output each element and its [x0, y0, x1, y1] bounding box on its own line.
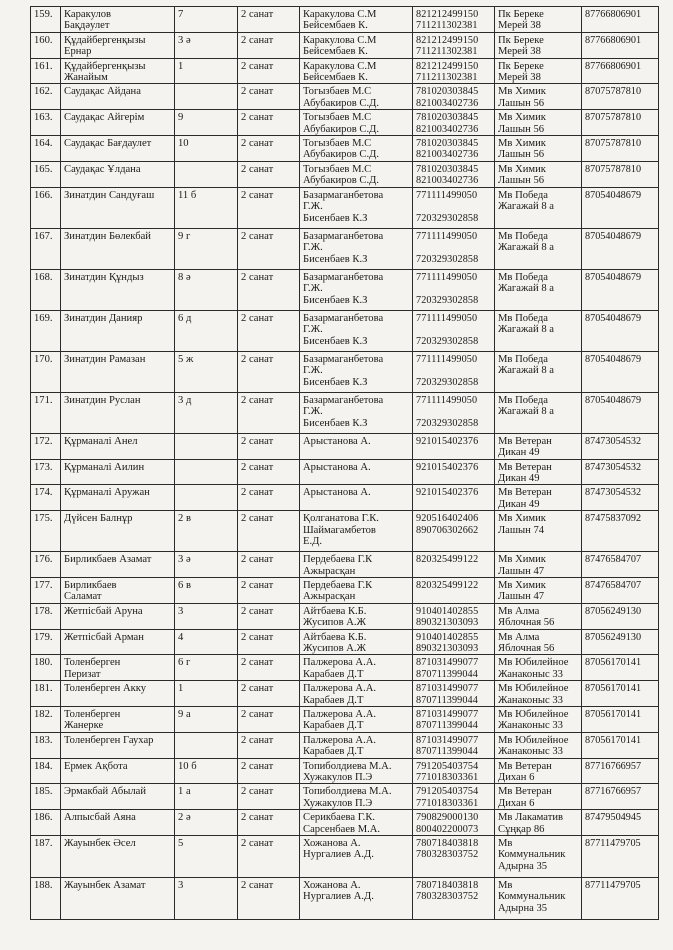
- parent-names-cell: Хожанова А. Нургалиев А.Д.: [300, 878, 413, 920]
- iin-numbers-cell: 781020303845 821003402736: [413, 84, 495, 110]
- home-address-cell: Мв Химик Лашын 47: [495, 552, 582, 578]
- category-cell: 2 санат: [238, 228, 300, 269]
- phone-number-cell: 87711479705: [582, 878, 659, 920]
- student-name-cell: Зинатдин Данияр: [61, 310, 175, 351]
- phone-number-cell: 87716766957: [582, 758, 659, 784]
- student-name-cell: Зинатдин Бөлекбай: [61, 228, 175, 269]
- iin-numbers-cell: 821212499150 711211302381: [413, 32, 495, 58]
- phone-number-cell: 87054048679: [582, 187, 659, 228]
- home-address-cell: Мв Химик Лашын 56: [495, 84, 582, 110]
- iin-numbers-cell: 780718403818 780328303752: [413, 878, 495, 920]
- parent-names-cell: Тогызбаев М.С Абубакиров С.Д.: [300, 110, 413, 136]
- phone-number-cell: 87479504945: [582, 810, 659, 836]
- student-name-cell: Ермек Ақбота: [61, 758, 175, 784]
- home-address-cell: Мв Победа Жагажай 8 а: [495, 269, 582, 310]
- class-grade-cell: 2 в: [175, 511, 238, 552]
- student-name-cell: Саудақас Айдана: [61, 84, 175, 110]
- phone-number-cell: 87054048679: [582, 228, 659, 269]
- category-cell: 2 санат: [238, 110, 300, 136]
- class-grade-cell: 6 в: [175, 577, 238, 603]
- student-name-cell: Құрманалі Аилин: [61, 459, 175, 485]
- student-name-cell: Толенберген Акку: [61, 681, 175, 707]
- parent-names-cell: Топиболдиева М.А. Хужакулов П.Э: [300, 758, 413, 784]
- phone-number-cell: 87476584707: [582, 552, 659, 578]
- home-address-cell: Пк Береке Мерей 38: [495, 7, 582, 33]
- student-name-cell: Зинатдин Құндыз: [61, 269, 175, 310]
- student-name-cell: Саудақас Бағдаулет: [61, 136, 175, 162]
- table-row: [31, 187, 659, 228]
- table-row: [31, 878, 659, 920]
- iin-numbers-cell: 820325499122: [413, 577, 495, 603]
- table-row: [31, 707, 659, 733]
- phone-number-cell: 87075787810: [582, 161, 659, 187]
- row-number-cell: 172.: [31, 433, 61, 459]
- table-row: [31, 758, 659, 784]
- table-row: [31, 433, 659, 459]
- category-cell: 2 санат: [238, 758, 300, 784]
- table-row: [31, 732, 659, 758]
- table-row: [31, 110, 659, 136]
- table-row: [31, 511, 659, 552]
- class-grade-cell: 7: [175, 7, 238, 33]
- parent-names-cell: Палжерова А.А. Карабаев Д.Т: [300, 707, 413, 733]
- student-name-cell: Саудақас Ұлдана: [61, 161, 175, 187]
- home-address-cell: Мв Ветеран Дикан 49: [495, 433, 582, 459]
- class-grade-cell: [175, 732, 238, 758]
- parent-names-cell: Базармаганбетова Г.Ж. Бисенбаев К.З: [300, 187, 413, 228]
- row-number-cell: 177.: [31, 577, 61, 603]
- phone-number-cell: 87054048679: [582, 269, 659, 310]
- iin-numbers-cell: 781020303845 821003402736: [413, 110, 495, 136]
- category-cell: 2 санат: [238, 459, 300, 485]
- row-number-cell: 166.: [31, 187, 61, 228]
- phone-number-cell: 87473054532: [582, 485, 659, 511]
- iin-numbers-cell: 871031499077 870711399044: [413, 732, 495, 758]
- parent-names-cell: Пердебаева Г.К Ажырасқан: [300, 552, 413, 578]
- parent-names-cell: Пердебаева Г.К Ажырасқан: [300, 577, 413, 603]
- category-cell: 2 санат: [238, 707, 300, 733]
- student-roster-table: [30, 6, 659, 920]
- home-address-cell: Мв Лакаматив Сұңқар 86: [495, 810, 582, 836]
- parent-names-cell: Хожанова А. Нургалиев А.Д.: [300, 836, 413, 878]
- table-row: [31, 310, 659, 351]
- table-row: [31, 681, 659, 707]
- category-cell: 2 санат: [238, 433, 300, 459]
- home-address-cell: Мв Ветеран Дихан 6: [495, 758, 582, 784]
- table-row: [31, 269, 659, 310]
- table-row: [31, 392, 659, 433]
- phone-number-cell: 87473054532: [582, 433, 659, 459]
- class-grade-cell: [175, 433, 238, 459]
- category-cell: 2 санат: [238, 351, 300, 392]
- class-grade-cell: 8 ә: [175, 269, 238, 310]
- phone-number-cell: 87056170141: [582, 655, 659, 681]
- home-address-cell: Мв Химик Лашын 56: [495, 110, 582, 136]
- iin-numbers-cell: 781020303845 821003402736: [413, 161, 495, 187]
- phone-number-cell: 87075787810: [582, 110, 659, 136]
- category-cell: 2 санат: [238, 511, 300, 552]
- phone-number-cell: 87476584707: [582, 577, 659, 603]
- student-name-cell: Алпысбай Аяна: [61, 810, 175, 836]
- category-cell: 2 санат: [238, 836, 300, 878]
- parent-names-cell: Серикбаева Г.К. Сарсенбаев М.А.: [300, 810, 413, 836]
- row-number-cell: 162.: [31, 84, 61, 110]
- parent-names-cell: Тогызбаев М.С Абубакиров С.Д.: [300, 136, 413, 162]
- category-cell: 2 санат: [238, 485, 300, 511]
- table-row: [31, 810, 659, 836]
- class-grade-cell: [175, 459, 238, 485]
- iin-numbers-cell: 910401402855 890321303093: [413, 629, 495, 655]
- class-grade-cell: 9 г: [175, 228, 238, 269]
- row-number-cell: 178.: [31, 603, 61, 629]
- parent-names-cell: Қолганатова Г.К. Шаймагамбетов Е.Д.: [300, 511, 413, 552]
- parent-names-cell: Базармаганбетова Г.Ж. Бисенбаев К.З: [300, 351, 413, 392]
- table-row: [31, 136, 659, 162]
- student-name-cell: Каракулов Бақдәулет: [61, 7, 175, 33]
- student-name-cell: Жетпісбай Аруна: [61, 603, 175, 629]
- iin-numbers-cell: 921015402376: [413, 459, 495, 485]
- row-number-cell: 164.: [31, 136, 61, 162]
- iin-numbers-cell: 871031499077 870711399044: [413, 655, 495, 681]
- table-row: [31, 655, 659, 681]
- row-number-cell: 167.: [31, 228, 61, 269]
- table-row: [31, 58, 659, 84]
- table-row: [31, 784, 659, 810]
- student-name-cell: Құрманалі Анел: [61, 433, 175, 459]
- parent-names-cell: Арыстанова А.: [300, 485, 413, 511]
- home-address-cell: Мв Химик Лашын 74: [495, 511, 582, 552]
- table-row: [31, 577, 659, 603]
- table-row: [31, 84, 659, 110]
- phone-number-cell: 87766806901: [582, 7, 659, 33]
- class-grade-cell: 9 а: [175, 707, 238, 733]
- row-number-cell: 160.: [31, 32, 61, 58]
- home-address-cell: Мв Победа Жагажай 8 а: [495, 228, 582, 269]
- table-row: [31, 603, 659, 629]
- iin-numbers-cell: 910401402855 890321303093: [413, 603, 495, 629]
- category-cell: 2 санат: [238, 187, 300, 228]
- category-cell: 2 санат: [238, 655, 300, 681]
- class-grade-cell: 3 ә: [175, 552, 238, 578]
- class-grade-cell: 3: [175, 878, 238, 920]
- category-cell: 2 санат: [238, 629, 300, 655]
- student-name-cell: Зинатдин Сандуғаш: [61, 187, 175, 228]
- row-number-cell: 176.: [31, 552, 61, 578]
- phone-number-cell: 87766806901: [582, 32, 659, 58]
- home-address-cell: Мв Алма Яблочная 56: [495, 603, 582, 629]
- student-name-cell: Зинатдин Рамазан: [61, 351, 175, 392]
- category-cell: 2 санат: [238, 269, 300, 310]
- category-cell: 2 санат: [238, 32, 300, 58]
- row-number-cell: 165.: [31, 161, 61, 187]
- student-name-cell: Эрмакбай Абылай: [61, 784, 175, 810]
- row-number-cell: 187.: [31, 836, 61, 878]
- home-address-cell: Мв Юбилейное Жанаконыс 33: [495, 681, 582, 707]
- home-address-cell: Мв Юбилейное Жанаконыс 33: [495, 732, 582, 758]
- home-address-cell: Мв Ветеран Дикан 49: [495, 459, 582, 485]
- iin-numbers-cell: 821212499150 711211302381: [413, 7, 495, 33]
- category-cell: 2 санат: [238, 681, 300, 707]
- category-cell: 2 санат: [238, 161, 300, 187]
- home-address-cell: Мв Юбилейное Жанаконыс 33: [495, 707, 582, 733]
- home-address-cell: Мв Юбилейное Жанаконыс 33: [495, 655, 582, 681]
- class-grade-cell: 6 г: [175, 655, 238, 681]
- home-address-cell: Мв Алма Яблочная 56: [495, 629, 582, 655]
- student-name-cell: Толенберген Жанерке: [61, 707, 175, 733]
- table-row: [31, 459, 659, 485]
- category-cell: 2 санат: [238, 136, 300, 162]
- home-address-cell: Мв Коммунальник Адырна 35: [495, 836, 582, 878]
- phone-number-cell: 87056170141: [582, 681, 659, 707]
- table-row: [31, 351, 659, 392]
- iin-numbers-cell: 781020303845 821003402736: [413, 136, 495, 162]
- student-name-cell: Саудақас Айгерім: [61, 110, 175, 136]
- iin-numbers-cell: 871031499077 870711399044: [413, 707, 495, 733]
- iin-numbers-cell: 791205403754 771018303361: [413, 784, 495, 810]
- table-row: [31, 228, 659, 269]
- phone-number-cell: 87056249130: [582, 603, 659, 629]
- table-row: [31, 32, 659, 58]
- class-grade-cell: 1: [175, 58, 238, 84]
- phone-number-cell: 87054048679: [582, 351, 659, 392]
- class-grade-cell: 10 б: [175, 758, 238, 784]
- parent-names-cell: Топиболдиева М.А. Хужакулов П.Э: [300, 784, 413, 810]
- class-grade-cell: 3 ә: [175, 32, 238, 58]
- row-number-cell: 175.: [31, 511, 61, 552]
- table-row: [31, 552, 659, 578]
- home-address-cell: Мв Химик Лашын 56: [495, 161, 582, 187]
- row-number-cell: 183.: [31, 732, 61, 758]
- row-number-cell: 186.: [31, 810, 61, 836]
- phone-number-cell: 87054048679: [582, 392, 659, 433]
- row-number-cell: 184.: [31, 758, 61, 784]
- home-address-cell: Мв Коммунальник Адырна 35: [495, 878, 582, 920]
- category-cell: 2 санат: [238, 784, 300, 810]
- row-number-cell: 159.: [31, 7, 61, 33]
- iin-numbers-cell: 871031499077 870711399044: [413, 681, 495, 707]
- parent-names-cell: Палжерова А.А. Карабаев Д.Т: [300, 655, 413, 681]
- phone-number-cell: 87075787810: [582, 136, 659, 162]
- home-address-cell: Мв Победа Жагажай 8 а: [495, 187, 582, 228]
- category-cell: 2 санат: [238, 392, 300, 433]
- iin-numbers-cell: 771111499050 720329302858: [413, 351, 495, 392]
- iin-numbers-cell: 821212499150 711211302381: [413, 58, 495, 84]
- category-cell: 2 санат: [238, 810, 300, 836]
- home-address-cell: Мв Ветеран Дихан 6: [495, 784, 582, 810]
- phone-number-cell: 87056170141: [582, 732, 659, 758]
- parent-names-cell: Каракулова С.М Бейсембаев К.: [300, 58, 413, 84]
- home-address-cell: Пк Береке Мерей 38: [495, 58, 582, 84]
- home-address-cell: Мв Ветеран Дикан 49: [495, 485, 582, 511]
- parent-names-cell: Базармаганбетова Г.Ж. Бисенбаев К.З: [300, 269, 413, 310]
- student-name-cell: Жауынбек Әсел: [61, 836, 175, 878]
- phone-number-cell: 87473054532: [582, 459, 659, 485]
- table-row: [31, 7, 659, 33]
- row-number-cell: 182.: [31, 707, 61, 733]
- iin-numbers-cell: 921015402376: [413, 433, 495, 459]
- class-grade-cell: 10: [175, 136, 238, 162]
- row-number-cell: 181.: [31, 681, 61, 707]
- row-number-cell: 180.: [31, 655, 61, 681]
- phone-number-cell: 87056249130: [582, 629, 659, 655]
- class-grade-cell: 5 ж: [175, 351, 238, 392]
- parent-names-cell: Палжерова А.А. Карабаев Д.Т: [300, 732, 413, 758]
- phone-number-cell: 87056170141: [582, 707, 659, 733]
- parent-names-cell: Тогызбаев М.С Абубакиров С.Д.: [300, 161, 413, 187]
- row-number-cell: 185.: [31, 784, 61, 810]
- phone-number-cell: 87075787810: [582, 84, 659, 110]
- home-address-cell: Пк Береке Мерей 38: [495, 32, 582, 58]
- category-cell: 2 санат: [238, 732, 300, 758]
- class-grade-cell: 9: [175, 110, 238, 136]
- iin-numbers-cell: 771111499050 720329302858: [413, 269, 495, 310]
- class-grade-cell: 2 ә: [175, 810, 238, 836]
- student-name-cell: Бирликбаев Саламат: [61, 577, 175, 603]
- home-address-cell: Мв Химик Лашын 47: [495, 577, 582, 603]
- category-cell: 2 санат: [238, 878, 300, 920]
- class-grade-cell: 6 д: [175, 310, 238, 351]
- row-number-cell: 170.: [31, 351, 61, 392]
- home-address-cell: Мв Победа Жагажай 8 а: [495, 351, 582, 392]
- parent-names-cell: Каракулова С.М Бейсембаев К.: [300, 32, 413, 58]
- iin-numbers-cell: 920516402406 890706302662: [413, 511, 495, 552]
- class-grade-cell: 5: [175, 836, 238, 878]
- category-cell: 2 санат: [238, 603, 300, 629]
- home-address-cell: Мв Химик Лашын 56: [495, 136, 582, 162]
- row-number-cell: 163.: [31, 110, 61, 136]
- parent-names-cell: Арыстанова А.: [300, 459, 413, 485]
- phone-number-cell: 87475837092: [582, 511, 659, 552]
- category-cell: 2 санат: [238, 58, 300, 84]
- parent-names-cell: Каракулова С.М Бейсембаев К.: [300, 7, 413, 33]
- row-number-cell: 161.: [31, 58, 61, 84]
- iin-numbers-cell: 771111499050 720329302858: [413, 228, 495, 269]
- parent-names-cell: Арыстанова А.: [300, 433, 413, 459]
- category-cell: 2 санат: [238, 552, 300, 578]
- student-name-cell: Құрманалі Аружан: [61, 485, 175, 511]
- class-grade-cell: 1: [175, 681, 238, 707]
- table-row: [31, 629, 659, 655]
- row-number-cell: 174.: [31, 485, 61, 511]
- parent-names-cell: Базармаганбетова Г.Ж. Бисенбаев К.З: [300, 228, 413, 269]
- student-name-cell: Зинатдин Руслан: [61, 392, 175, 433]
- iin-numbers-cell: 790829000130 800402200073: [413, 810, 495, 836]
- row-number-cell: 168.: [31, 269, 61, 310]
- parent-names-cell: Палжерова А.А. Карабаев Д.Т: [300, 681, 413, 707]
- category-cell: 2 санат: [238, 310, 300, 351]
- row-number-cell: 169.: [31, 310, 61, 351]
- student-name-cell: Дүйсен Балнұр: [61, 511, 175, 552]
- iin-numbers-cell: 780718403818 780328303752: [413, 836, 495, 878]
- class-grade-cell: [175, 161, 238, 187]
- table-row: [31, 836, 659, 878]
- student-name-cell: Толенберген Перизат: [61, 655, 175, 681]
- student-name-cell: Құдайбергенқызы Жанайым: [61, 58, 175, 84]
- iin-numbers-cell: 791205403754 771018303361: [413, 758, 495, 784]
- parent-names-cell: Базармаганбетова Г.Ж. Бисенбаев К.З: [300, 310, 413, 351]
- table-row: [31, 161, 659, 187]
- phone-number-cell: 87766806901: [582, 58, 659, 84]
- student-name-cell: Бирликбаев Азамат: [61, 552, 175, 578]
- class-grade-cell: 3: [175, 603, 238, 629]
- parent-names-cell: Айтбаева К.Б. Жусипов А.Ж: [300, 603, 413, 629]
- phone-number-cell: 87054048679: [582, 310, 659, 351]
- class-grade-cell: 3 д: [175, 392, 238, 433]
- row-number-cell: 171.: [31, 392, 61, 433]
- class-grade-cell: 1 а: [175, 784, 238, 810]
- category-cell: 2 санат: [238, 7, 300, 33]
- home-address-cell: Мв Победа Жагажай 8 а: [495, 310, 582, 351]
- iin-numbers-cell: 771111499050 720329302858: [413, 392, 495, 433]
- row-number-cell: 173.: [31, 459, 61, 485]
- parent-names-cell: Айтбаева К.Б. Жусипов А.Ж: [300, 629, 413, 655]
- class-grade-cell: 11 б: [175, 187, 238, 228]
- category-cell: 2 санат: [238, 577, 300, 603]
- iin-numbers-cell: 771111499050 720329302858: [413, 187, 495, 228]
- parent-names-cell: Тогызбаев М.С Абубакиров С.Д.: [300, 84, 413, 110]
- student-name-cell: Жауынбек Азамат: [61, 878, 175, 920]
- row-number-cell: 179.: [31, 629, 61, 655]
- student-name-cell: Толенберген Гаухар: [61, 732, 175, 758]
- phone-number-cell: 87716766957: [582, 784, 659, 810]
- class-grade-cell: [175, 485, 238, 511]
- student-name-cell: Жетпісбай Арман: [61, 629, 175, 655]
- iin-numbers-cell: 820325499122: [413, 552, 495, 578]
- class-grade-cell: [175, 84, 238, 110]
- iin-numbers-cell: 921015402376: [413, 485, 495, 511]
- row-number-cell: 188.: [31, 878, 61, 920]
- iin-numbers-cell: 771111499050 720329302858: [413, 310, 495, 351]
- phone-number-cell: 87711479705: [582, 836, 659, 878]
- parent-names-cell: Базармаганбетова Г.Ж. Бисенбаев К.З: [300, 392, 413, 433]
- table-row: [31, 485, 659, 511]
- student-name-cell: Құдайбергенқызы Ернар: [61, 32, 175, 58]
- category-cell: 2 санат: [238, 84, 300, 110]
- home-address-cell: Мв Победа Жагажай 8 а: [495, 392, 582, 433]
- class-grade-cell: 4: [175, 629, 238, 655]
